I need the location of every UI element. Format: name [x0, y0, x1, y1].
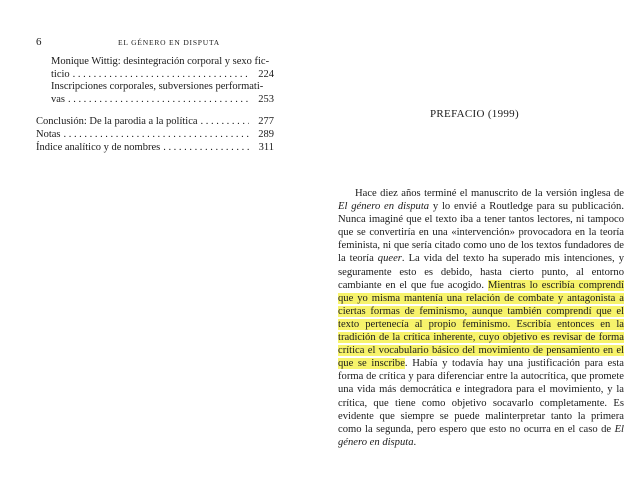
paragraph-text: y lo envié a Routledge para su publicación. Nunca imaginé que el texto iba a tener tantos lectores, ni tampoco que se convertiría en una «intervención» provocadora en la teoría feminista, ni que sería citado como uno de los textos fundadores de la teoría	[338, 201, 624, 265]
running-header: EL GÉNERO EN DISPUTA	[118, 38, 220, 47]
leader-dots	[64, 129, 250, 142]
toc-entry-title: Notas	[36, 128, 61, 140]
leader-dots	[201, 116, 249, 129]
toc-page-number: 311	[258, 141, 274, 153]
toc-entry-title-line: Inscripciones corporales, subversiones performati-	[51, 81, 264, 93]
toc-entry-title: Conclusión: De la parodia a la política	[36, 116, 198, 128]
page-number: 6	[36, 36, 42, 48]
toc-entry-title: Índice analítico y de nombres	[36, 141, 161, 153]
chapter-title: PREFACIO (1999)	[430, 108, 519, 120]
highlighted-passage: Mientras lo escribía comprendí que yo misma mantenía una relación de combate y antagonista a ciertas formas de feminismo, aunque también comprendí que el texto pertenecía al propio feminismo. Escribía entonces en la tradición de la crítica inherente, cuyo objetivo es revisar de forma crítica el vocabulario básico del movimiento de pensamiento en el que se inscribe	[338, 279, 624, 370]
term-italic: queer	[377, 253, 402, 265]
leader-dots	[163, 142, 249, 155]
paragraph-text: Hace diez años terminé el manuscrito de la versión inglesa de	[355, 188, 624, 199]
toc-entry-title: ticio	[51, 68, 70, 80]
paragraph-text: . La vida del texto ha superado mis intenciones, y seguramente esto es debido, hasta cierto punto, al entorno cambiante en el que fue acogido.	[338, 253, 624, 291]
toc-entry-title-line: Monique Wittig: desintegración corporal y sexo fic-	[51, 56, 270, 67]
toc-page-number: 253	[258, 93, 274, 105]
table-of-contents	[36, 56, 274, 154]
toc-entry	[36, 81, 274, 106]
toc-entry-title: vas	[51, 93, 65, 105]
toc-entry	[36, 142, 274, 155]
paragraph-text: .	[413, 436, 417, 448]
toc-page-number: 289	[258, 128, 274, 140]
leader-dots	[68, 94, 249, 107]
toc-page-number: 277	[258, 116, 274, 128]
right-page	[320, 0, 638, 501]
toc-entry	[36, 56, 274, 81]
leader-dots	[73, 69, 249, 82]
book-title-italic: El género en disputa	[338, 423, 624, 448]
left-page	[0, 0, 300, 501]
toc-entry	[36, 129, 274, 142]
book-title-italic: El género en disputa	[338, 201, 430, 213]
toc-page-number: 224	[258, 68, 274, 80]
paragraph-text: . Había y todavía hay una justificación para esta forma de crítica y para diferenciar entre la autocrítica, que promete una vida más democrática e integradora para el movimiento, y la crítica, que tiene como objetivo socavarlo completamente. Es evidente que siempre se puede malinterpretar tanto la primera como la segunda, pero espero que esto no ocurra en el caso de	[338, 358, 625, 435]
body-paragraph	[338, 187, 624, 449]
toc-entry	[36, 116, 274, 129]
